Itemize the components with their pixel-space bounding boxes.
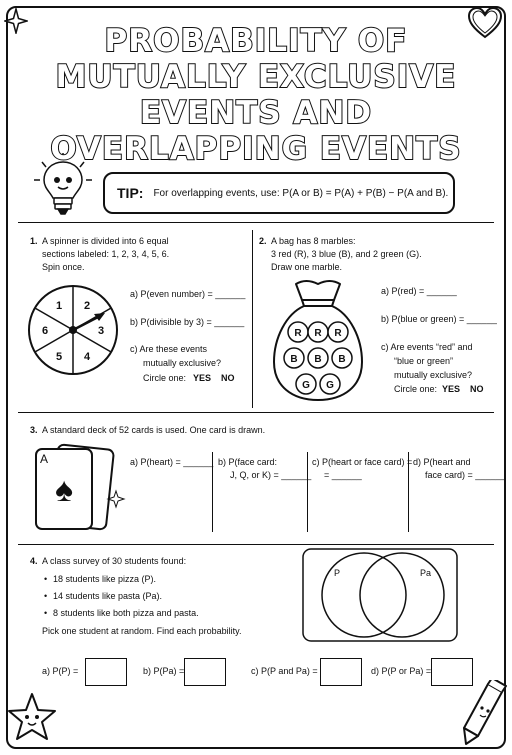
q2a: a) P(red) = ______ (381, 286, 457, 296)
q2-line-1: A bag has 8 marbles: (271, 236, 356, 246)
q4d-answer-box[interactable] (431, 658, 473, 686)
q3b-line-1: b) P(face card: (218, 457, 278, 467)
q1-line-1: A spinner is divided into 6 equal (42, 236, 169, 246)
title-line-2: MUTUALLY EXCLUSIVE (55, 59, 457, 95)
tip-box (103, 172, 455, 214)
divider-q4 (18, 544, 494, 545)
q4-text: A class survey of 30 students found: (42, 556, 187, 566)
q1b: b) P(divisible by 3) = ______ (130, 317, 245, 327)
marble-4: B (290, 354, 298, 365)
spinner (26, 283, 120, 377)
q1-yes-option[interactable]: YES (193, 373, 212, 383)
q3-number: 3. (30, 425, 38, 435)
q4-bullet-2-icon: • (44, 591, 48, 601)
marble-8: G (326, 380, 334, 391)
divider-q1-q2 (252, 230, 253, 408)
q2c-line-3: mutually exclusive? (394, 370, 473, 380)
q3c-line-2: = ______ (324, 470, 362, 480)
q4-bullet-1: 18 students like pizza (P). (53, 574, 157, 584)
spinner-label-5: 5 (55, 351, 63, 363)
spinner-label-6: 6 (41, 325, 49, 337)
q4-bullet-3-icon: • (44, 608, 48, 618)
q4-bullet-1-icon: • (44, 574, 48, 584)
q2c-line-2: “blue or green” (394, 356, 454, 366)
q2-number: 2. (259, 236, 267, 246)
marble-bag (268, 276, 368, 404)
q4b-answer-box[interactable] (184, 658, 226, 686)
q2b: b) P(blue or green) = ______ (381, 314, 497, 324)
q1c-line-3: Circle one: (143, 373, 187, 383)
q4a-answer-box[interactable] (85, 658, 127, 686)
title-line-1: PROBABILITY OF (104, 23, 408, 59)
venn-diagram (302, 548, 458, 642)
divider-q3 (18, 412, 494, 413)
marble-3: R (334, 328, 342, 339)
venn-label-p: P (334, 568, 341, 578)
q4c-answer-box[interactable] (320, 658, 362, 686)
q1a: a) P(even number) = ______ (130, 289, 246, 299)
star-character-icon (6, 690, 58, 746)
q4-instruction: Pick one student at random. Find each probability. (42, 626, 242, 636)
playing-cards (30, 443, 130, 533)
q2c-line-1: c) Are events “red” and (381, 342, 473, 352)
q4a-label: a) P(P) = (42, 666, 79, 676)
marble-1: R (294, 328, 302, 339)
spinner-label-4: 4 (83, 351, 91, 363)
tip-label: TIP: (117, 185, 144, 201)
marble-7: G (302, 380, 310, 391)
q2-no-option[interactable]: NO (470, 384, 484, 394)
q4b-label: b) P(Pa) = (143, 666, 185, 676)
q3c-line-1: c) P(heart or face card) = (312, 457, 413, 467)
card-suit: ♠ (54, 471, 74, 509)
q1-no-option[interactable]: NO (221, 373, 235, 383)
q1-number: 1. (30, 236, 38, 246)
spinner-label-1: 1 (55, 300, 63, 312)
marble-6: B (338, 354, 346, 365)
q3b-line-2: J, Q, or K) = ______ (230, 470, 312, 480)
q1-line-3: Spin once. (42, 262, 85, 272)
q3d-line-1: d) P(heart and (413, 457, 471, 467)
q4c-label: c) P(P and Pa) = (251, 666, 318, 676)
q3-text: A standard deck of 52 cards is used. One card is drawn. (42, 425, 266, 435)
divider-q3-b (307, 452, 308, 532)
q4-bullet-3: 8 students like both pizza and pasta. (53, 608, 199, 618)
marble-2: R (314, 328, 322, 339)
q1-line-2: sections labeled: 1, 2, 3, 4, 5, 6. (42, 249, 170, 259)
q1c-line-1: c) Are these events (130, 344, 208, 354)
q2-line-3: Draw one marble. (271, 262, 343, 272)
q2-yes-option[interactable]: YES (442, 384, 461, 394)
spinner-label-2: 2 (83, 300, 91, 312)
marble-5: B (314, 354, 322, 365)
title-line-3: EVENTS AND (139, 95, 373, 131)
pencil-character-icon (458, 680, 508, 748)
q4-bullet-2: 14 students like pasta (Pa). (53, 591, 163, 601)
title-line-4: OVERLAPPING EVENTS (50, 131, 462, 167)
divider-top (18, 222, 494, 223)
venn-label-pa: Pa (420, 568, 432, 578)
q3d-line-2: face card) = ______ (425, 470, 506, 480)
q3a: a) P(heart) = ______ (130, 457, 214, 467)
q4d-label: d) P(P or Pa) = (371, 666, 432, 676)
tip-text: For overlapping events, use: P(A or B) = P(A) + P(B) − P(A and B). (153, 187, 449, 199)
q1c-line-2: mutually exclusive? (143, 358, 222, 368)
spinner-label-3: 3 (97, 325, 105, 337)
card-rank: A (40, 452, 49, 466)
q2-line-2: 3 red (R), 3 blue (B), and 2 green (G). (271, 249, 422, 259)
q2c-line-4: Circle one: (394, 384, 438, 394)
q4-number: 4. (30, 556, 38, 566)
